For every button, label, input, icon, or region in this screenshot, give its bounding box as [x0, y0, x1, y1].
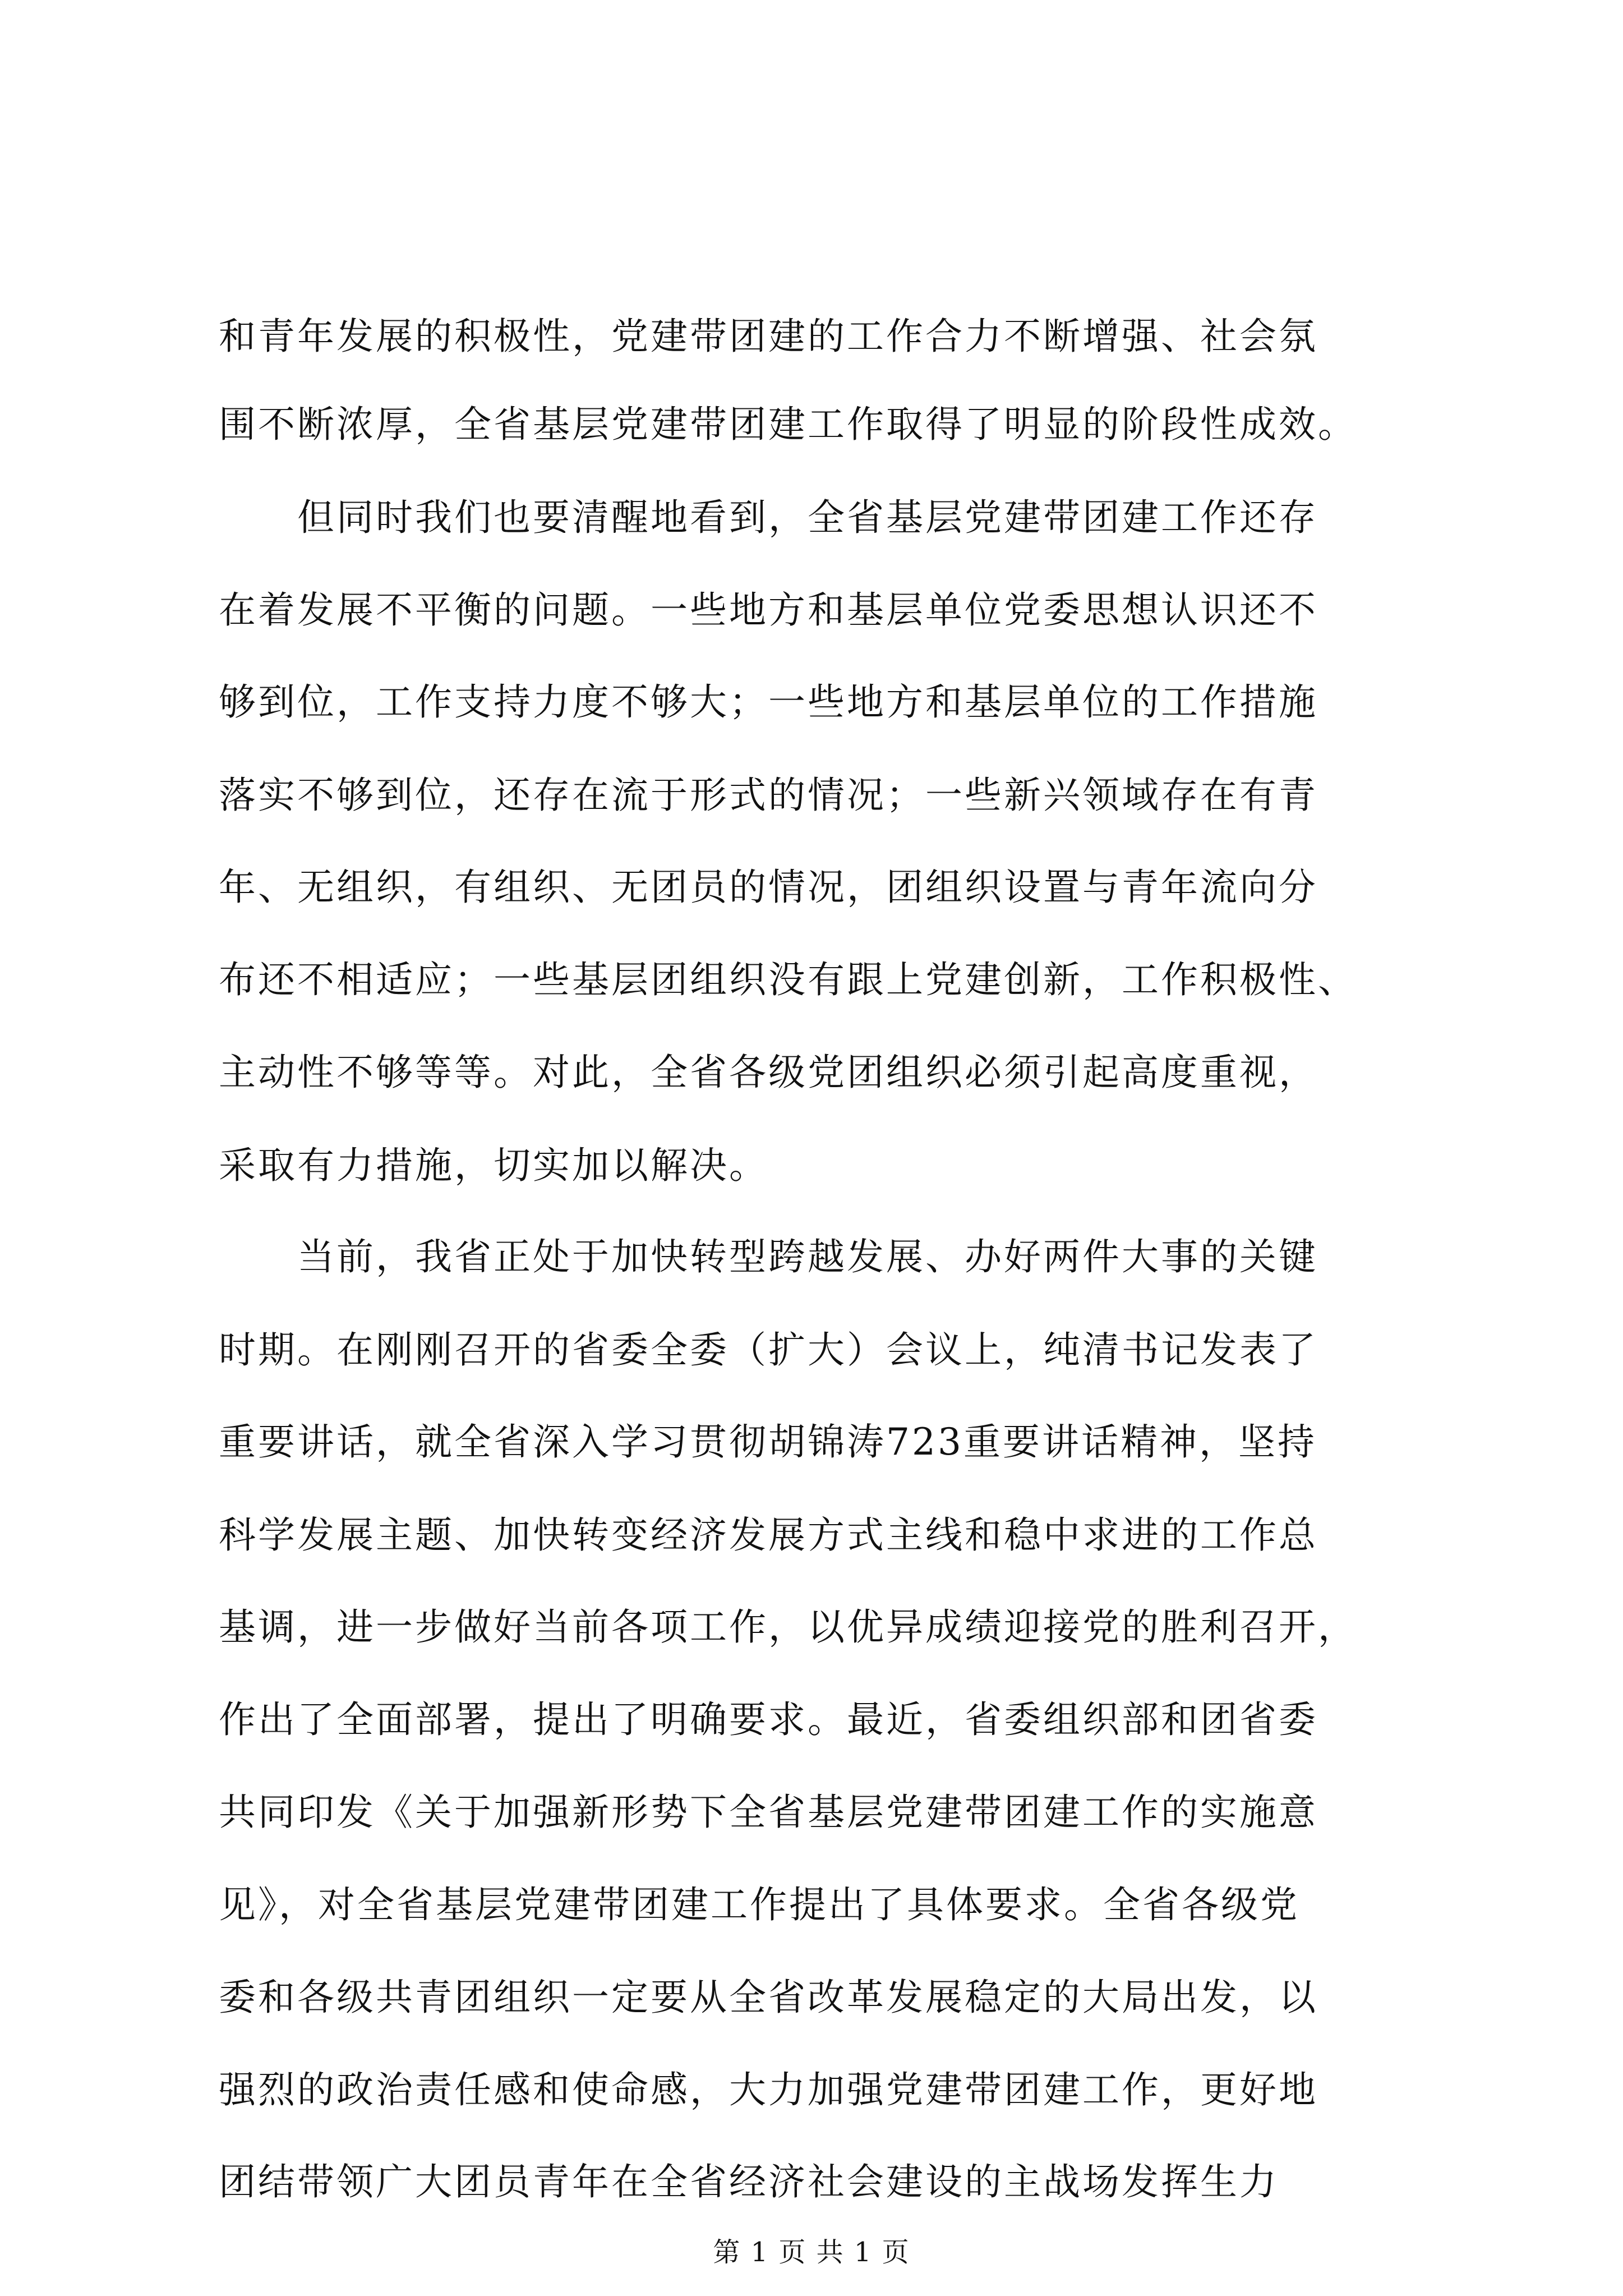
paragraph-line: 和青年发展的积极性，党建带团建的工作合力不断增强、社会氛 — [219, 315, 1318, 358]
page-number-footer: 第 1 页 共 1 页 — [713, 2237, 910, 2268]
paragraph-line: 时期。在刚刚召开的省委全委（扩大）会议上，纯清书记发表了 — [219, 1328, 1318, 1372]
paragraph-line: 在着发展不平衡的问题。一些地方和基层单位党委思想认识还不 — [219, 588, 1318, 632]
paragraph-line: 年、无组织，有组织、无团员的情况，团组织设置与青年流向分 — [219, 866, 1318, 909]
paragraph-line: 委和各级共青团组织一定要从全省改革发展稳定的大局出发，以 — [219, 1976, 1318, 2019]
paragraph-line: 但同时我们也要清醒地看到，全省基层党建带团建工作还存 — [219, 496, 1318, 539]
paragraph-line: 基调，进一步做好当前各项工作，以优异成绩迎接党的胜利召开， — [219, 1605, 1357, 1649]
paragraph-line: 共同印发《关于加强新形势下全省基层党建带团建工作的实施意 — [219, 1791, 1318, 1834]
paragraph-line: 当前，我省正处于加快转型跨越发展、办好两件大事的关键 — [219, 1235, 1318, 1278]
paragraph-line: 围不断浓厚，全省基层党建带团建工作取得了明显的阶段性成效。 — [219, 403, 1357, 446]
paragraph-line: 够到位，工作支持力度不够大；一些地方和基层单位的工作措施 — [219, 680, 1318, 724]
paragraph-line: 采取有力措施，切实加以解决。 — [219, 1144, 768, 1187]
paragraph-line: 主动性不够等等。对此，全省各级党团组织必须引起高度重视， — [219, 1051, 1318, 1094]
paragraph-line: 团结带领广大团员青年在全省经济社会建设的主战场发挥生力 — [219, 2160, 1279, 2203]
paragraph-line: 重要讲话，就全省深入学习贯彻胡锦涛723重要讲话精神，坚持 — [219, 1420, 1317, 1464]
paragraph-line: 强烈的政治责任感和使命感，大力加强党建带团建工作，更好地 — [219, 2068, 1318, 2111]
paragraph-line: 落实不够到位，还存在流于形式的情况；一些新兴领域存在有青 — [219, 774, 1318, 817]
paragraph-line: 布还不相适应；一些基层团组织没有跟上党建创新，工作积极性、 — [219, 958, 1357, 1001]
paragraph-line: 作出了全面部署，提出了明确要求。最近，省委组织部和团省委 — [219, 1698, 1318, 1741]
paragraph-line: 见》，对全省基层党建带团建工作提出了具体要求。全省各级党 — [219, 1883, 1299, 1926]
paragraph-line: 科学发展主题、加快转变经济发展方式主线和稳中求进的工作总 — [219, 1513, 1318, 1557]
